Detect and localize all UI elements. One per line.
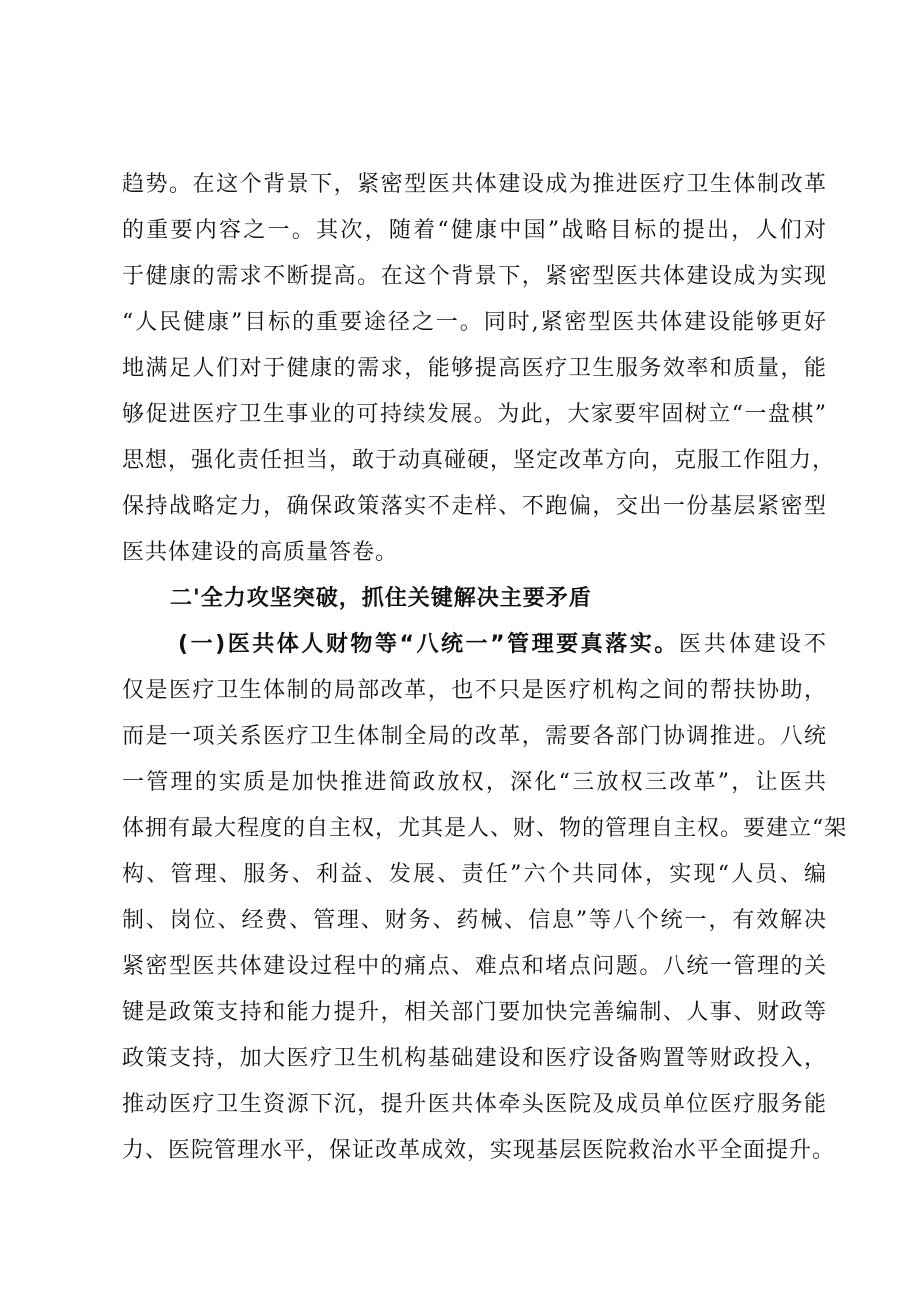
text-line: 保持战略定力，确保政策落实不走样、不跑偏，交出一份基层紧密型 (122, 494, 827, 519)
document-body (122, 162, 848, 1174)
paragraph-eight-unifications (122, 622, 848, 1174)
text-line: 键是政策支持和能力提升，相关部门要加快完善编制、人事、财政等 (122, 1000, 827, 1025)
text-line: 于健康的需求不断提高。在这个背景下，紧密型医共体建设成为实现 (122, 264, 827, 289)
text-line: 力、医院管理水平，保证改革成效，实现基层医院救治水平全面提升。 (122, 1138, 836, 1163)
text-line: 推动医疗卫生资源下沉，提升医共体牵头医院及成员单位医疗服务能 (122, 1092, 827, 1117)
text-line: 政策支持，加大医疗卫生机构基础建设和医疗设备购置等财政投入， (122, 1046, 827, 1071)
text-line: 构、管理、服务、利益、发展、责任”六个共同体，实现“人员、编 (122, 862, 827, 887)
text-line: 紧密型医共体建设过程中的痛点、难点和堵点问题。八统一管理的关 (122, 954, 827, 979)
subsection-first-line (122, 622, 827, 668)
text-line: 一管理的实质是加快推进简政放权，深化“三放权三改革”，让医共 (122, 770, 827, 795)
section-heading: 二'全力攻坚突破，抓住关键解决主要矛盾 (170, 586, 592, 611)
text-line: 而是一项关系医疗卫生体制全局的改革，需要各部门协调推进。八统 (122, 724, 827, 749)
text-line: “人民健康”目标的重要途径之一。同时,紧密型医共体建设能够更好 (122, 310, 827, 335)
subsection-title: (一)医共体人财物等“八统一”管理要真落实。 (178, 632, 679, 657)
text-line: 趋势。在这个背景下，紧密型医共体建设成为推进医疗卫生体制改革 (122, 172, 827, 197)
text-line: 体拥有最大程度的自主权，尤其是人、财、物的管理自主权。要建立“架 (122, 816, 848, 841)
text-line: 地满足人们对于健康的需求，能够提高医疗卫生服务效率和质量，能 (122, 356, 827, 381)
text-line: 够促进医疗卫生事业的可持续发展。为此，大家要牢固树立“一盘棋” (122, 402, 827, 427)
text-span: 医共体建设不 (678, 632, 827, 657)
text-line: 思想，强化责任担当，敢于动真碰硬，坚定改革方向，克服工作阻力， (122, 448, 836, 473)
text-line: 医共体建设的高质量答卷。 (122, 540, 399, 565)
text-line: 制、岗位、经费、管理、财务、药械、信息”等八个统一，有效解决 (122, 908, 827, 933)
paragraph-background (122, 162, 836, 576)
text-line: 的重要内容之一。其次，随着“健康中国”战略目标的提出，人们对 (122, 218, 827, 243)
text-line: 仅是医疗卫生体制的局部改革，也不只是医疗机构之间的帮扶协助， (122, 678, 827, 703)
